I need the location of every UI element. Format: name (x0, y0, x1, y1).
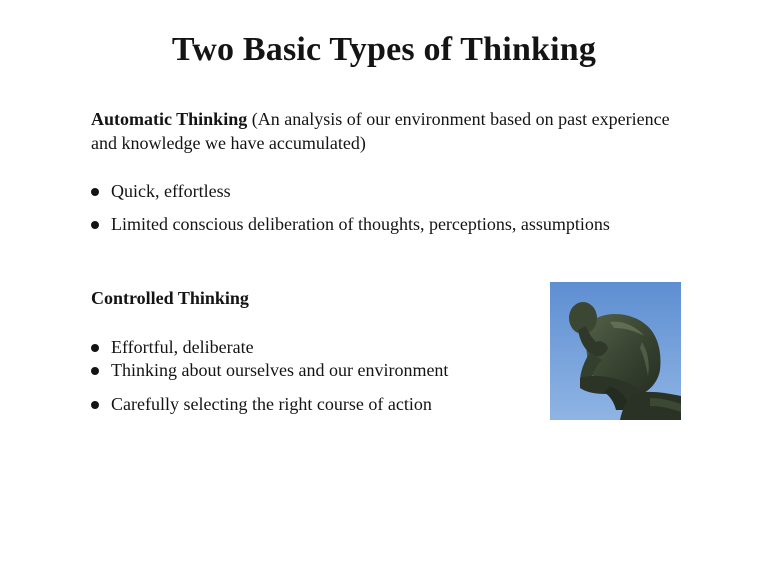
thinker-statue-photo (550, 282, 681, 420)
bullet-icon (91, 188, 99, 196)
bullet-icon (91, 367, 99, 375)
bullet-text: Carefully selecting the right course of action (111, 394, 432, 414)
automatic-thinking-intro (91, 107, 691, 155)
bullet-icon (91, 401, 99, 409)
bullet-text: Quick, effortless (111, 181, 231, 201)
automatic-thinking-heading: Automatic Thinking (91, 109, 248, 129)
automatic-thinking-description: (An analysis of our environment based on past experience and knowledge we have accumulated) (91, 109, 670, 153)
bullet-text: Thinking about ourselves and our environment (111, 360, 449, 380)
controlled-thinking-heading: Controlled Thinking (91, 288, 249, 308)
bullet-text: Limited conscious deliberation of thoughts, perceptions, assumptions (111, 214, 610, 234)
slide-title: Two Basic Types of Thinking (171, 31, 597, 68)
bullet-text: Effortful, deliberate (111, 337, 254, 357)
bullet-icon (91, 344, 99, 352)
bullet-icon (91, 221, 99, 229)
